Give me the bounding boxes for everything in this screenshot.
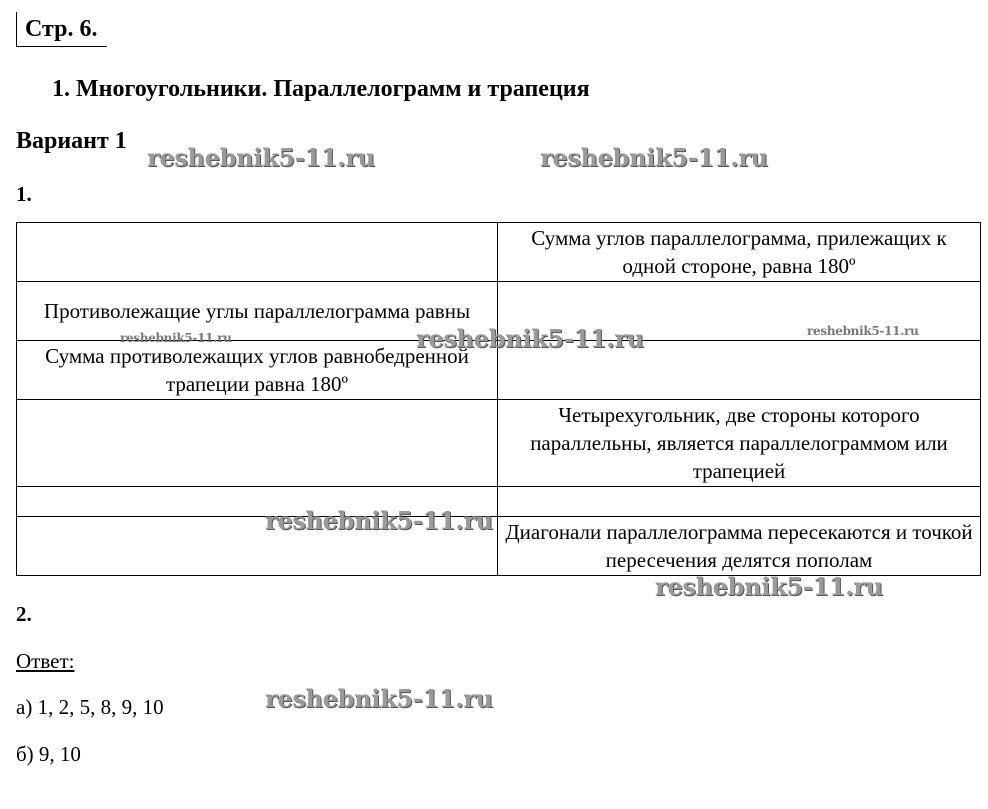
statements-table [16, 222, 981, 576]
watermark: reshebnik5-11.ru [265, 684, 493, 713]
section-title: 1. Многоугольники. Параллелограмм и трапеция [52, 76, 590, 102]
table-cell-left: Противолежащие углы параллелограмма равны [17, 282, 498, 341]
table-row [17, 223, 981, 282]
table-cell-left [17, 517, 498, 576]
table-row [17, 341, 981, 400]
table-cell-right [498, 282, 981, 341]
watermark: reshebnik5-11.ru [655, 572, 883, 601]
watermark: reshebnik5-11.ru [120, 331, 232, 345]
watermark: reshebnik5-11.ru [540, 143, 768, 172]
task-1-number: 1. [16, 182, 32, 206]
table-cell-left: Сумма противолежащих углов равнобедренной трапеции равна 180º [17, 341, 498, 400]
table-cell-right: Диагонали параллелограмма пересекаются и точкой пересечения делятся пополам [498, 517, 981, 576]
task-2-number: 2. [16, 602, 32, 626]
table-cell-right [498, 487, 981, 517]
watermark: reshebnik5-11.ru [807, 324, 919, 338]
answer-label: Ответ: [16, 649, 75, 673]
variant-title: Вариант 1 [16, 128, 127, 154]
table-row [17, 282, 981, 341]
table-cell-left [17, 223, 498, 282]
answer-b: б) 9, 10 [16, 742, 81, 766]
table-cell-left [17, 487, 498, 517]
table-row [17, 487, 981, 517]
page-label: Стр. 6. [16, 12, 107, 47]
table-cell-right: Четырехугольник, две стороны которого параллельны, является параллелограммом или трапецией [498, 400, 981, 487]
watermark: reshebnik5-11.ru [147, 143, 375, 172]
table-row [17, 517, 981, 576]
table-cell-right: Сумма углов параллелограмма, прилежащих к одной стороне, равна 180º [498, 223, 981, 282]
table-cell-right [498, 341, 981, 400]
table-row [17, 400, 981, 487]
table-cell-left [17, 400, 498, 487]
answer-a: а) 1, 2, 5, 8, 9, 10 [16, 695, 164, 719]
watermark: reshebnik5-11.ru [265, 506, 493, 535]
watermark: reshebnik5-11.ru [416, 324, 644, 353]
